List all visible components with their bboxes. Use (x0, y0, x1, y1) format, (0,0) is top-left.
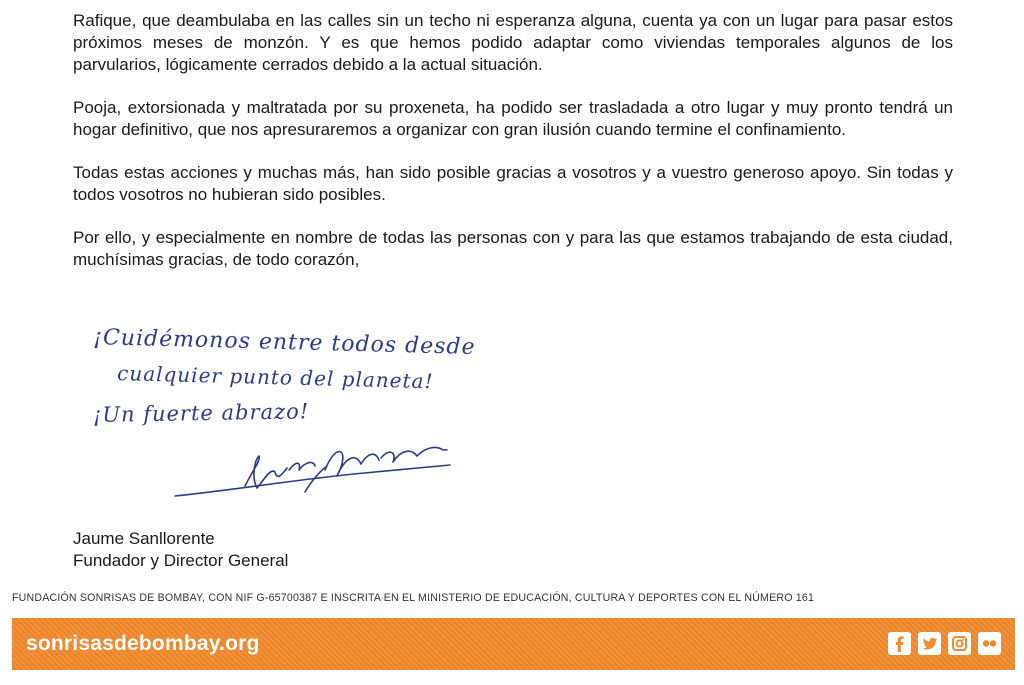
signer-block (73, 528, 288, 572)
social-icons (888, 632, 1001, 655)
flickr-icon[interactable] (978, 632, 1001, 655)
handwritten-line-1: ¡Cuidémonos entre todos desde (92, 325, 476, 361)
paragraph-thanks: Todas estas acciones y muchas más, han sido posible gracias a vosotros y a vuestro generoso apoyo. Sin todas y todos vosotros no hubieran sido posibles. (73, 163, 953, 204)
footer-bar (12, 618, 1015, 670)
legal-notice: FUNDACIÓN SONRISAS DE BOMBAY, CON NIF G-65700387 E INSCRITA EN EL MINISTERIO DE EDUCACIÓN, CULTURA Y DEPORTES CON EL NÚMERO 161 (12, 592, 815, 604)
instagram-icon[interactable] (948, 632, 971, 655)
website-link[interactable]: sonrisasdebombay.org (26, 632, 260, 655)
paragraph-rafique: Rafique, que deambulaba en las calles sin un techo ni esperanza alguna, cuenta ya con un lugar para pasar estos próximos meses de monzón. Y es que hemos podido adaptar como viviendas temporales algunos de los parvularios, lógicamente cerrados debido a la actual situación. (73, 11, 953, 74)
handwritten-line-3: ¡Un fuerte abrazo! (92, 399, 310, 427)
letter-body (73, 10, 953, 292)
signer-role: Fundador y Director General (73, 551, 289, 570)
paragraph-pooja: Pooja, extorsionada y maltratada por su proxeneta, ha podido ser trasladada a otro lugar y muy pronto tendrá un hogar definitivo, que nos apresuraremos a organizar con gran ilusión cuando termine el confinamiento. (73, 98, 953, 139)
paragraph-closing: Por ello, y especialmente en nombre de todas las personas con y para las que estamos trabajando de esta ciudad, muchísimas gracias, de todo corazón, (73, 228, 953, 269)
handwritten-signature (75, 300, 515, 520)
facebook-icon[interactable] (888, 632, 911, 655)
handwritten-line-2: cualquier punto del planeta! (116, 361, 434, 394)
twitter-icon[interactable] (918, 632, 941, 655)
signer-name: Jaume Sanllorente (73, 529, 215, 548)
